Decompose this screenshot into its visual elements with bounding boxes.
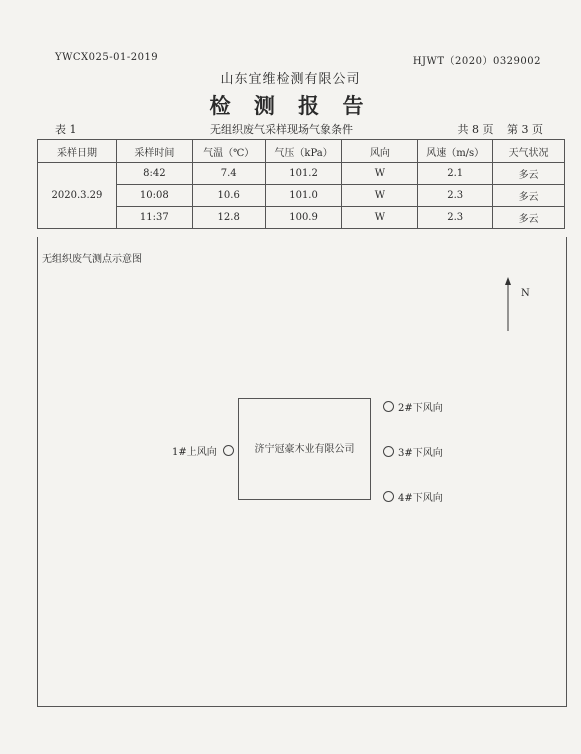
table-row [38,185,565,207]
col-header-wind-direction: 风向 [342,140,418,163]
cell-temperature: 12.8 [192,207,265,229]
monitoring-point-2 [383,399,443,414]
table-number: 表 1 [55,123,77,136]
point-3-marker-icon [383,446,394,457]
cell-wind-speed: 2.1 [418,163,493,185]
table-row [38,207,565,229]
total-pages: 共 8 页 [457,123,494,136]
report-number: HJWT（2020）0329002 [412,56,541,67]
col-header-date: 采样日期 [38,140,117,163]
report-title: 检 测 报 告 [209,93,372,118]
col-header-weather: 天气状况 [493,140,565,163]
col-header-pressure: 气压（kPa） [265,140,342,163]
cell-time: 10:08 [116,185,192,207]
col-header-temperature: 气温（℃） [192,140,265,163]
cell-wind-direction: W [342,185,418,207]
plant-name: 济宁冠豪木业有限公司 [254,444,355,455]
cell-wind-direction: W [342,207,418,229]
point-4-label: 4#下风向 [398,493,443,504]
monitoring-point-1 [172,443,234,458]
table-title: 无组织废气采样现场气象条件 [210,123,353,136]
page-info [448,121,544,137]
point-3-label: 3#下风向 [398,448,443,459]
map-title: 无组织废气测点示意图 [42,254,142,265]
col-header-time: 采样时间 [116,140,192,163]
cell-weather: 多云 [493,185,565,207]
monitoring-point-4 [383,489,443,504]
point-1-marker-icon [223,445,234,456]
cell-time: 8:42 [116,163,192,185]
cell-wind-speed: 2.3 [418,185,493,207]
table-row [38,163,565,185]
cell-wind-direction: W [342,163,418,185]
north-arrow-icon [503,277,513,331]
point-2-marker-icon [383,401,394,412]
cell-wind-speed: 2.3 [418,207,493,229]
cell-temperature: 7.4 [192,163,265,185]
point-4-marker-icon [383,491,394,502]
point-2-label: 2#下风向 [398,403,443,414]
cell-pressure: 100.9 [265,207,342,229]
cell-temperature: 10.6 [192,185,265,207]
cell-pressure: 101.0 [265,185,342,207]
monitoring-point-3 [383,444,443,459]
cell-weather: 多云 [493,207,565,229]
cell-pressure: 101.2 [265,163,342,185]
form-code: YWCX025-01-2019 [55,52,159,63]
sampling-date: 2020.3.29 [38,163,117,229]
current-page: 第 3 页 [507,123,543,136]
weather-table [37,139,565,229]
company-name: 山东宜维检测有限公司 [220,72,361,87]
col-header-wind-speed: 风速（m/s） [418,140,493,163]
north-label: N [521,288,530,299]
point-1-label: 1#上风向 [172,447,217,458]
table-header-row [38,140,565,163]
cell-weather: 多云 [493,163,565,185]
cell-time: 11:37 [116,207,192,229]
